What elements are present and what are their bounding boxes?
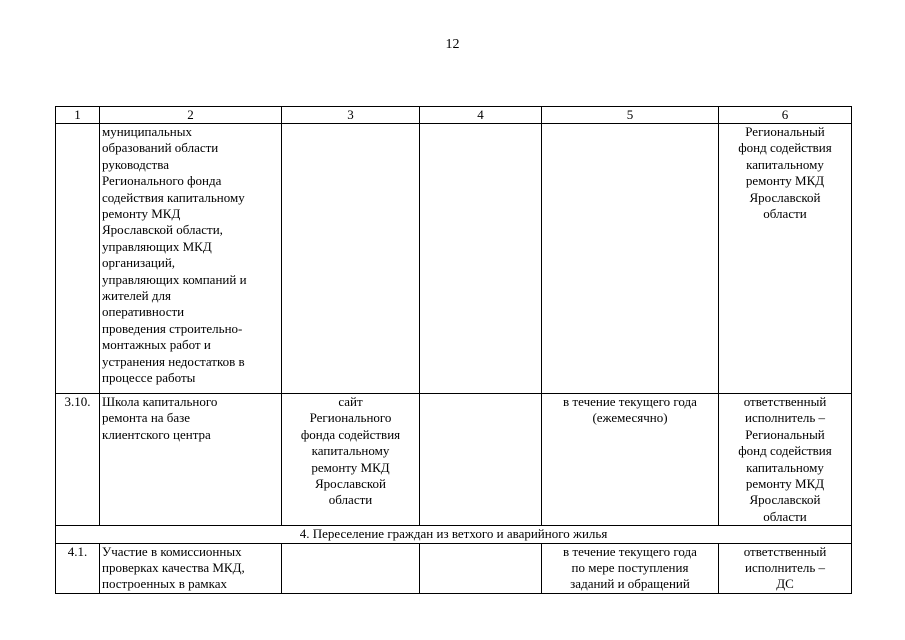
venue-cell (282, 124, 420, 394)
deadline-cell: в течение текущего года (ежемесячно) (542, 394, 719, 526)
header-cell-3: 3 (282, 107, 420, 124)
responsible-cell: ответственный исполнитель – ДС (719, 543, 852, 593)
row-number: 3.10. (56, 394, 100, 526)
venue-cell: сайт Регионального фонда содействия капитальному ремонту МКД Ярославской области (282, 394, 420, 526)
event-description: муниципальных образований области руководства Регионального фонда содействия капитальному ремонту МКД Ярославской области, управляющих МКД организаций, управляющих компаний и жителей для оперативности проведения строительно- монтажных работ и устранения недостатков в процессе работы (100, 124, 282, 394)
header-cell-1: 1 (56, 107, 100, 124)
deadline-cell (542, 124, 719, 394)
row-number: 4.1. (56, 543, 100, 593)
section-row (56, 526, 852, 543)
event-description: Участие в комиссионных проверках качества МКД, построенных в рамках (100, 543, 282, 593)
header-cell-5: 5 (542, 107, 719, 124)
participants-cell (420, 394, 542, 526)
deadline-cell: в течение текущего года по мере поступления заданий и обращений (542, 543, 719, 593)
event-description: Школа капитального ремонта на базе клиентского центра (100, 394, 282, 526)
section-title: 4. Переселение граждан из ветхого и аварийного жилья (56, 526, 852, 543)
table-row (56, 124, 852, 394)
page-number: 12 (445, 37, 460, 52)
responsible-cell: Региональный фонд содействия капитальному ремонту МКД Ярославской области (719, 124, 852, 394)
header-cell-6: 6 (719, 107, 852, 124)
header-cell-4: 4 (420, 107, 542, 124)
participants-cell (420, 543, 542, 593)
row-number (56, 124, 100, 394)
header-cell-2: 2 (100, 107, 282, 124)
participants-cell (420, 124, 542, 394)
table-header-row (56, 107, 852, 124)
table-row (56, 394, 852, 526)
responsible-cell: ответственный исполнитель – Региональный фонд содействия капитальному ремонту МКД Ярославской области (719, 394, 852, 526)
table-row (56, 543, 852, 593)
venue-cell (282, 543, 420, 593)
plan-table (55, 106, 852, 594)
